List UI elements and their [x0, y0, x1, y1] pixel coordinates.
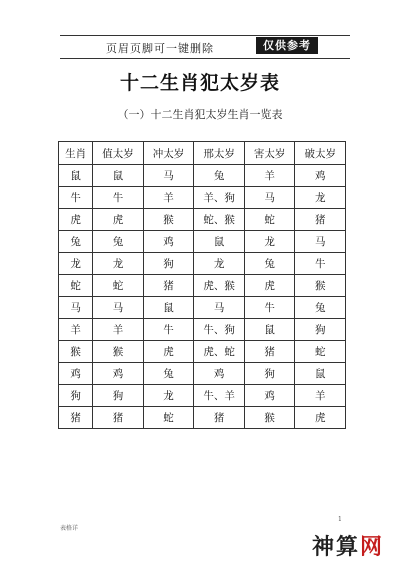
footer-note: 表格详 — [60, 525, 79, 532]
table-cell: 鸡 — [143, 231, 194, 253]
document-title: 十二生肖犯太岁表 — [119, 72, 280, 94]
table-cell: 猪 — [93, 407, 144, 429]
table-cell: 兔 — [143, 363, 194, 385]
header-rule-bottom — [60, 58, 350, 59]
table-cell: 虎 — [295, 407, 346, 429]
table-row — [59, 385, 346, 407]
table-cell: 狗 — [244, 363, 295, 385]
table-row — [59, 297, 346, 319]
table-cell: 鼠 — [93, 165, 144, 187]
table-cell: 羊 — [295, 385, 346, 407]
table-cell: 虎 — [244, 275, 295, 297]
table-cell: 蛇 — [143, 407, 194, 429]
table-cell: 羊、狗 — [194, 187, 245, 209]
watermark-char: 神 — [312, 535, 337, 560]
table-cell: 龙 — [244, 231, 295, 253]
table-cell: 马 — [244, 187, 295, 209]
table-cell: 猪 — [295, 209, 346, 231]
table-cell: 牛、羊 — [194, 385, 245, 407]
table-cell: 龙 — [59, 253, 93, 275]
table-cell: 狗 — [295, 319, 346, 341]
table-cell: 狗 — [143, 253, 194, 275]
table-cell: 鼠 — [59, 165, 93, 187]
table-cell: 蛇 — [295, 341, 346, 363]
table-cell: 兔 — [295, 297, 346, 319]
watermark-char: 网 — [360, 535, 385, 560]
table-cell: 猴 — [244, 407, 295, 429]
table-cell: 马 — [143, 165, 194, 187]
table-row — [59, 363, 346, 385]
table-cell: 猪 — [244, 341, 295, 363]
table-cell: 羊 — [244, 165, 295, 187]
table-cell: 蛇 — [59, 275, 93, 297]
table-cell: 马 — [59, 297, 93, 319]
table-cell: 猴 — [93, 341, 144, 363]
table-cell: 猪 — [59, 407, 93, 429]
table-row — [59, 253, 346, 275]
table-cell: 羊 — [59, 319, 93, 341]
reference-badge: 仅供参考 — [256, 37, 318, 54]
table-cell: 蛇 — [244, 209, 295, 231]
table-cell: 虎 — [93, 209, 144, 231]
table-cell: 虎、蛇 — [194, 341, 245, 363]
table-cell: 蛇、猴 — [194, 209, 245, 231]
table-cell: 鸡 — [194, 363, 245, 385]
table-row — [59, 319, 346, 341]
header-text: 页眉页脚可一键删除 — [106, 42, 214, 55]
table-cell: 兔 — [244, 253, 295, 275]
table-cell: 猪 — [194, 407, 245, 429]
table-row — [59, 209, 346, 231]
table-cell: 龙 — [295, 187, 346, 209]
table-cell: 兔 — [93, 231, 144, 253]
table-cell: 羊 — [143, 187, 194, 209]
table-cell: 牛 — [59, 187, 93, 209]
table-cell: 狗 — [93, 385, 144, 407]
table-row — [59, 187, 346, 209]
table-cell: 鸡 — [93, 363, 144, 385]
table-cell: 鸡 — [244, 385, 295, 407]
table-cell: 鼠 — [244, 319, 295, 341]
table-cell: 虎 — [59, 209, 93, 231]
zodiac-table — [58, 141, 346, 429]
table-row — [59, 407, 346, 429]
table-cell: 虎 — [143, 341, 194, 363]
table-cell: 兔 — [59, 231, 93, 253]
table-cell: 牛、狗 — [194, 319, 245, 341]
column-header: 破太岁 — [295, 142, 346, 165]
header-rule-top — [60, 35, 350, 36]
table-cell: 马 — [295, 231, 346, 253]
table-caption: （一）十二生肖犯太岁生肖一览表 — [117, 108, 283, 121]
table-cell: 猴 — [295, 275, 346, 297]
table-row — [59, 231, 346, 253]
table-cell: 龙 — [194, 253, 245, 275]
page-number: 1 — [338, 516, 342, 523]
table-cell: 鸡 — [59, 363, 93, 385]
table-cell: 龙 — [143, 385, 194, 407]
table-cell: 鼠 — [143, 297, 194, 319]
column-header: 值太岁 — [93, 142, 144, 165]
table-cell: 狗 — [59, 385, 93, 407]
watermark-logo — [312, 530, 384, 561]
table-row — [59, 165, 346, 187]
table-row — [59, 341, 346, 363]
column-header: 生肖 — [59, 142, 93, 165]
table-header-row — [59, 142, 346, 165]
table-cell: 兔 — [194, 165, 245, 187]
table-cell: 马 — [194, 297, 245, 319]
table-row — [59, 275, 346, 297]
table-cell: 牛 — [93, 187, 144, 209]
table-cell: 鼠 — [194, 231, 245, 253]
table-cell: 牛 — [295, 253, 346, 275]
table-cell: 马 — [93, 297, 144, 319]
table-cell: 猴 — [59, 341, 93, 363]
table-cell: 龙 — [93, 253, 144, 275]
table-cell: 鼠 — [295, 363, 346, 385]
table-cell: 牛 — [244, 297, 295, 319]
table-cell: 蛇 — [93, 275, 144, 297]
column-header: 邢太岁 — [194, 142, 245, 165]
column-header: 害太岁 — [244, 142, 295, 165]
column-header: 冲太岁 — [143, 142, 194, 165]
watermark-char: 算 — [336, 535, 361, 560]
table-cell: 羊 — [93, 319, 144, 341]
table-cell: 牛 — [143, 319, 194, 341]
table-cell: 猪 — [143, 275, 194, 297]
table-cell: 鸡 — [295, 165, 346, 187]
table-cell: 猴 — [143, 209, 194, 231]
table-cell: 虎、猴 — [194, 275, 245, 297]
